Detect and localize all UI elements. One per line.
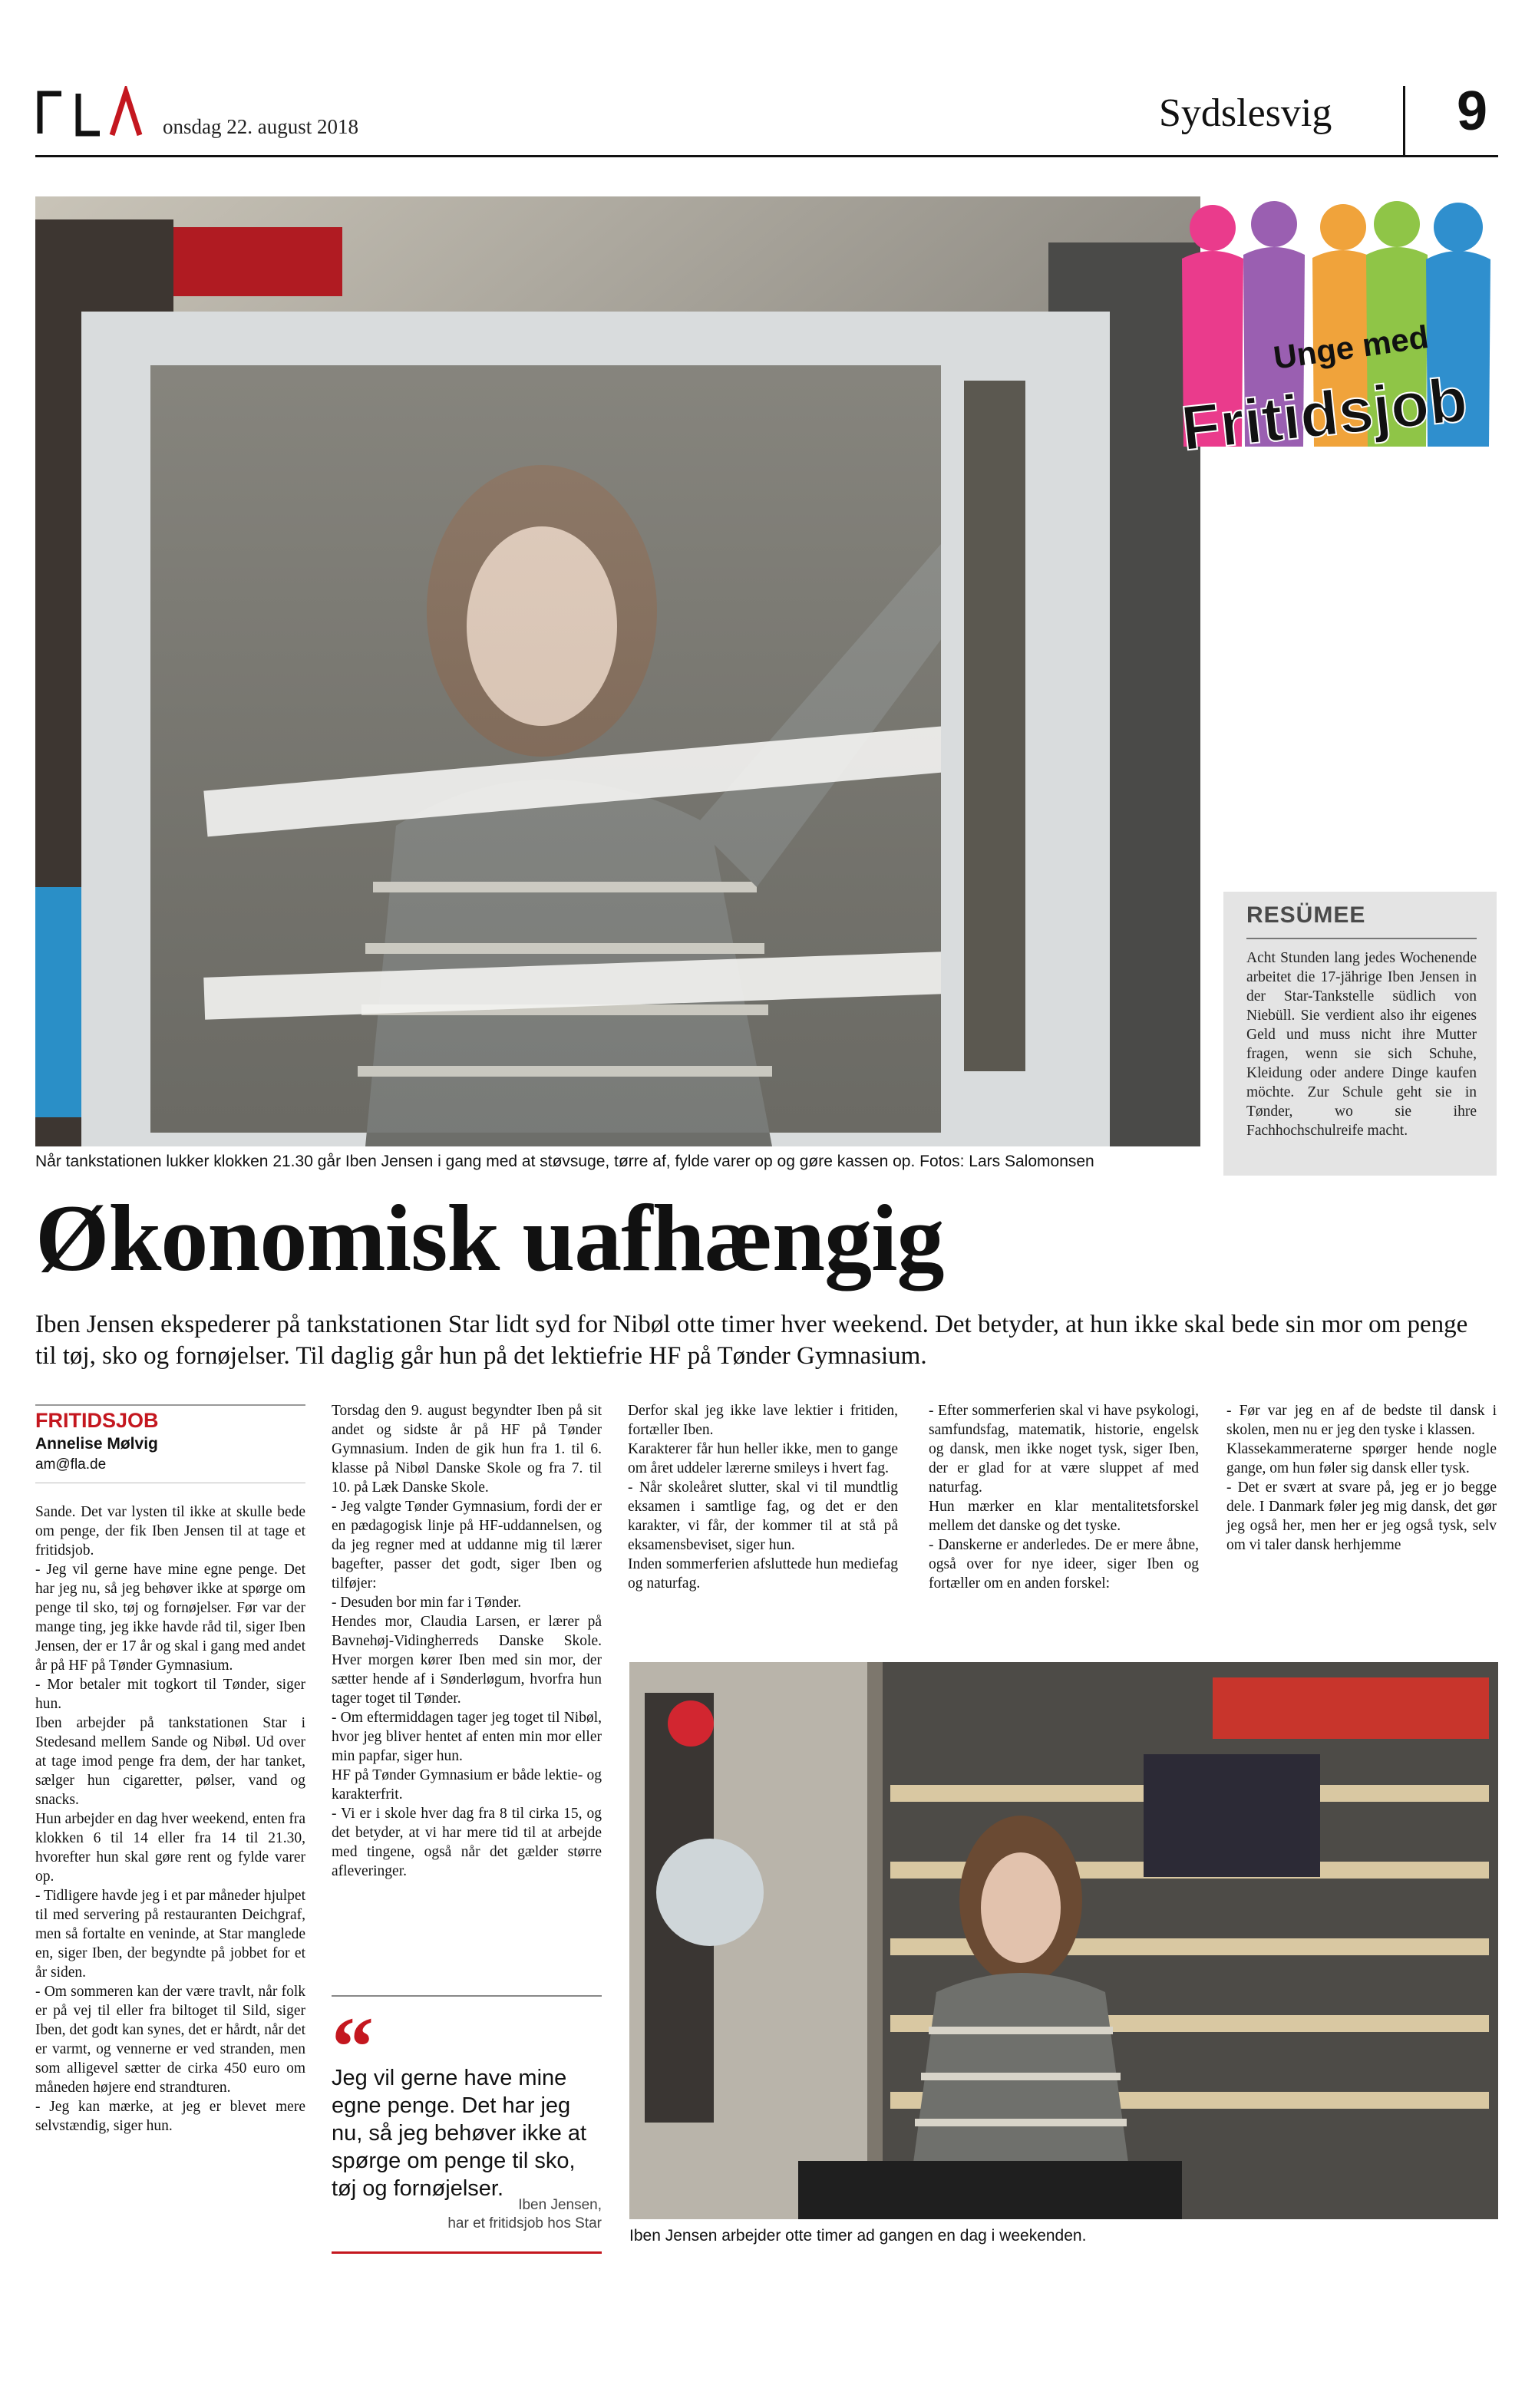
paragraph: - Før var jeg en af de bedste til dansk i skolen, men nu er jeg den tyske i klassen. [1226, 1403, 1497, 1438]
second-photo-caption: Iben Jensen arbejder otte timer ad gangen en dag i weekenden. [629, 2227, 1087, 2245]
paragraph: - Efter sommerferien skal vi have psykologi, samfundsfag, matematik, historie, engelsk og dansk, men ikke noget tysk, siger Iben, der er glad for at være sluppet af med naturfag. [929, 1403, 1199, 1496]
paragraph: Hendes mor, Claudia Larsen, er lærer på Bavnehøj-Vidingherreds Danske Skole. Hver morgen kører Iben med sin mor, der sætter hende af i Sønderløgum, hvorfra hun tager toget til Tønder. [332, 1614, 602, 1707]
header-divider [1403, 86, 1405, 157]
resume-box [1223, 892, 1497, 1176]
fla-logo [35, 86, 150, 140]
paragraph: Karakterer får hun heller ikke, men to gange om året uddeler lærerne smileys i hvert fag. [628, 1441, 898, 1476]
main-photo-caption: Når tankstationen lukker klokken 21.30 går Iben Jensen i gang med at støvsuge, tørre af, fylde varer op og gøre kassen op. Fotos: Lars Salomonsen [35, 1153, 1094, 1170]
headline: Økonomisk uafhængig [35, 1186, 944, 1291]
paragraph: - Mor betaler mit togkort til Tønder, siger hun. [35, 1677, 305, 1712]
paragraph: - Desuden bor min far i Tønder. [332, 1595, 522, 1611]
paragraph: - Danskerne er anderledes. De er mere åbne, også over for nye ideer, siger Iben og fortæller om en anden forskel: [929, 1537, 1199, 1592]
resume-rule [1246, 938, 1477, 939]
badge-line2: Fritidsjob [1177, 364, 1471, 464]
page-number: 9 [1457, 81, 1488, 142]
fritidsjob-badge [1151, 193, 1504, 485]
author-email[interactable]: am@fla.de [35, 1456, 107, 1473]
kicker: FRITIDSJOB [35, 1409, 159, 1432]
header-rule [35, 155, 1498, 157]
paragraph: Klassekammeraterne spørger hende nogle gange, om hun føler sig dansk eller tysk. [1226, 1441, 1497, 1476]
resume-text: Acht Stunden lang jedes Wochenende arbeitet die 17-jährige Iben Jensen in der Star-Tankstelle südlich von Niebüll. Sie verdient also ihr eigenes Geld und muss nicht ihre Mutter fragen, wenn sie sich Schuhe, Kleidung oder andere Dinge kaufen möchte. Zur Schule geht sie in Tønder, wo sie ihre Fachhochschulreife macht. [1246, 950, 1477, 1139]
byline-rule [35, 1404, 305, 1406]
paragraph: - Jeg valgte Tønder Gymnasium, fordi der er en pædagogisk linje på HF-uddannelsen, og da jeg regner med at uddanne mig til lærer bagefter, passer det godt, siger Iben og tilføjer: [332, 1499, 602, 1592]
paragraph: - Jeg vil gerne have mine egne penge. Det har jeg nu, så jeg behøver ikke at spørge om penge til sko, tøj og fornøjelser. Før var der mange ting, jeg ikke havde råd til, siger Iben Jensen, der er 17 år og skal i gang med andet år på HF på Tønder Gymnasium. [35, 1562, 305, 1674]
article-column-5 [1226, 1401, 1497, 1555]
paragraph: Hun mærker en klar mentalitetsforskel mellem det danske og det tyske. [929, 1499, 1199, 1534]
paragraph: - Når skoleåret slutter, skal vi til mundtlig eksamen i samtlige fag, og det er den karakter, vi får, der kommer til at stå på eksamensbeviset, siger hun. [628, 1479, 898, 1553]
quote-rule-top [332, 1995, 602, 1997]
paragraph: - Det er svært at svare på, jeg er jo begge dele. I Danmark føler jeg mig dansk, det gør jeg også her, men her er jeg også tysk, selv om vi taler dansk herhjemme [1226, 1479, 1497, 1553]
author-name: Annelise Mølvig [35, 1435, 158, 1453]
paragraph: - Om eftermiddagen tager jeg toget til Nibøl, hvor jeg bliver hentet af enten min mor eller min papfar, siger hun. [332, 1710, 602, 1764]
section-name: Sydslesvig [1159, 91, 1332, 135]
paragraph: HF på Tønder Gymnasium er både lektie- og karakterfrit. [332, 1767, 602, 1803]
quote-name: Iben Jensen, [518, 2197, 602, 2213]
issue-date: onsdag 22. august 2018 [163, 115, 358, 138]
quote-role: har et fritidsjob hos Star [447, 2215, 602, 2232]
paragraph: Hun arbejder en dag hver weekend, enten fra klokken 6 til 14 eller fra 14 til 21.30, hvorefter hun skal gøre rent og fylde varer op. [35, 1811, 305, 1885]
resume-title: RESÜMEE [1246, 902, 1366, 928]
paragraph: Iben arbejder på tankstationen Star i Stedesand mellem Sande og Nibøl. Ud over at tage imod penge fra dem, der har tanket, sælger hun cigaretter, pølser, vand og snacks. [35, 1715, 305, 1808]
paragraph: Torsdag den 9. august begyndter Iben på sit andet og sidste år på HF på Tønder Gymnasium. Inden de gik hun fra 1. til 6. klasse på Nibøl Danske Skole og fra 7. til 10. på Læk Danske Skole. [332, 1403, 602, 1496]
quote-mark-icon: “ [332, 2000, 374, 2093]
main-photo [35, 196, 1200, 1146]
article-column-4 [929, 1401, 1199, 1593]
paragraph: Inden sommerferien afsluttede hun mediefag og naturfag. [628, 1556, 898, 1592]
paragraph: - Vi er i skole hver dag fra 8 til cirka 15, og det betyder, at vi har mere tid til at arbejde med tingene, også når det gælder større afleveringer. [332, 1806, 602, 1879]
article-column-1 [35, 1503, 305, 2136]
paragraph: - Jeg kan mærke, at jeg er blevet mere selvstændig, siger hun. [35, 2099, 305, 2134]
quote-rule-bottom [332, 2251, 602, 2254]
paragraph: - Om sommeren kan der være travlt, når folk er på vej til eller fra biltoget til Sild, siger Iben, det godt kan synes, det er hårdt, når det er varmt, og vennerne er ved stranden, men som alligevel sætter de cirka 450 euro om måneden højere end strandturen. [35, 1984, 305, 2096]
paragraph: Derfor skal jeg ikke lave lektier i fritiden, fortæller Iben. [628, 1403, 898, 1438]
article-column-2 [332, 1401, 602, 1881]
quote-attribution [332, 2196, 602, 2233]
article-column-3 [628, 1401, 898, 1593]
second-photo [629, 1662, 1498, 2219]
paragraph: - Tidligere havde jeg i et par måneder hjulpet til med servering på restauranten Deichgraf, men så fortalte en veninde, at Star manglede en, siger Iben, der begyndte på jobbet for et år siden. [35, 1888, 305, 1981]
lead-paragraph: Iben Jensen ekspederer på tankstationen Star lidt syd for Nibøl otte timer hver weekend. Det betyder, at hun ikke skal bede sin mor om penge til tøj, sko og fornøjelser. Til daglig går hun på det lektiefrie HF på Tønder Gymnasium. [35, 1311, 1468, 1370]
paragraph: Sande. Det var lysten til ikke at skulle bede om penge, der fik Iben Jensen til at tage et fritidsjob. [35, 1504, 305, 1559]
badge-line1: Unge med [1271, 318, 1431, 376]
pull-quote: Jeg vil gerne have mine egne penge. Det har jeg nu, så jeg behøver ikke at spørge om penge til sko, tøj og fornøjelser. [332, 2066, 587, 2201]
